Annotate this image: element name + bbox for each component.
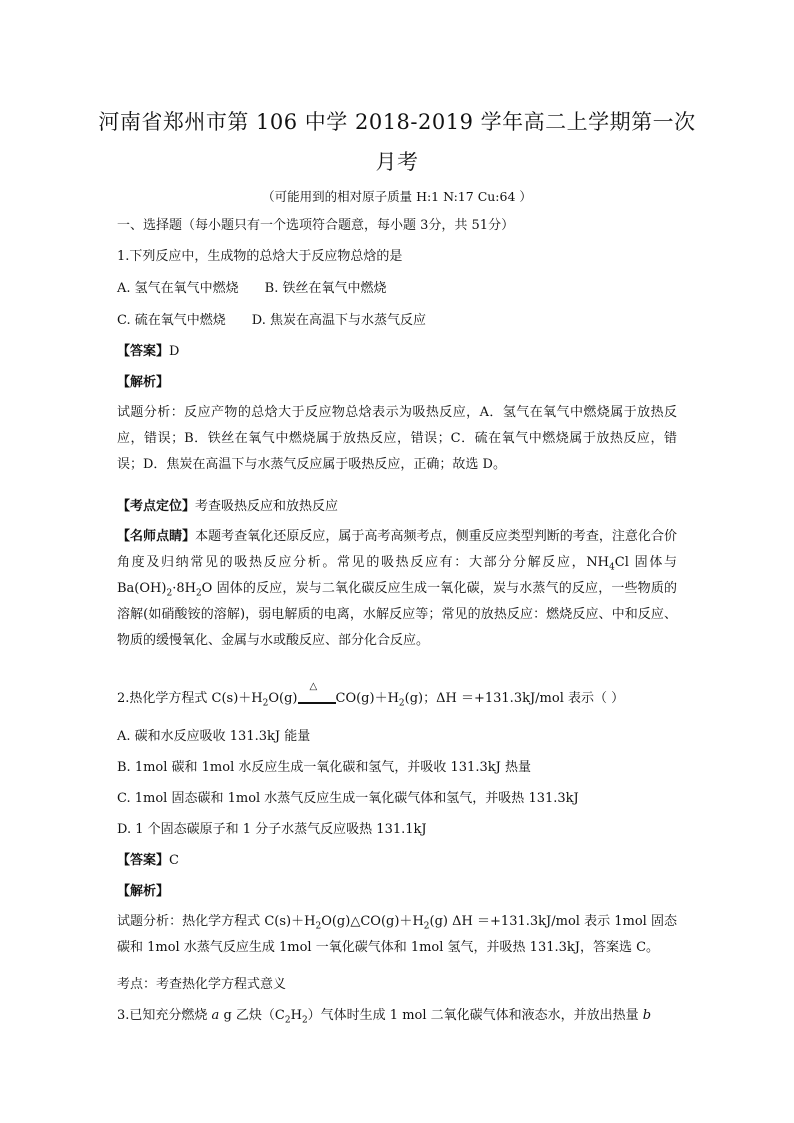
q1-answer-value: D (169, 344, 180, 359)
q2-analysis-delta: △ (350, 914, 361, 929)
q3-stem-a: 3.已知充分燃烧 (117, 1008, 212, 1023)
q1-analysis-label: 【解析】 (117, 375, 170, 390)
q2-analysis (117, 909, 677, 961)
q1-mingshi-sub2: 2 (166, 588, 173, 599)
q2-analysis-d: (g) ΔH ＝+131.3kJ/mol 表示 1mol 固态碳和 1mol 水蒸气反应生成 1mol 一氧化碳气体和 1mol 氢气，并吸热 131.3kJ，答案选 C。 (117, 914, 677, 955)
q1-analysis: 试题分析：反应产物的总焓大于反应物总焓表示为吸热反应，A．氢气在氧气中燃烧属于放热反应，错误；B．铁丝在氧气中燃烧属于放热反应，错误；C．硫在氧气中燃烧属于放热反应，错误；D．焦炭在高温下与水蒸气反应属于吸热反应，正确；故选 D。 (117, 405, 677, 472)
atomic-mass-note: （可能用到的相对原子质量 H:1 N:17 Cu:64 ） (262, 189, 532, 204)
q3-stem (117, 1006, 677, 1026)
q2-analysis-sub2: 2 (423, 921, 430, 932)
q3-sub1: 2 (284, 1015, 291, 1026)
q1-stem: 1.下列反应中，生成物的总焓大于反应物总焓的是 (117, 249, 403, 264)
q2-answer-label: 【答案】 (117, 853, 170, 868)
q1-mingshi-label: 【名师点睛】 (117, 529, 196, 544)
q2-analysis-b: O(g) (321, 914, 351, 929)
q2-stem-sub2: 2 (398, 698, 405, 709)
q1-answer-label: 【答案】 (117, 344, 170, 359)
q2-stem-d: (g)；ΔH ＝+131.3kJ/mol 表示（ ） (404, 691, 625, 706)
q1-option-b: B. 铁丝在氧气中燃烧 (264, 281, 387, 296)
q2-stem-b: O(g) (268, 691, 298, 706)
q3-sub2: 2 (301, 1015, 308, 1026)
q1-options-cd (117, 311, 677, 331)
q2-answer-value: C (169, 853, 179, 868)
q2-analysis-c: CO(g)＋H (360, 914, 424, 929)
q1-kaodian (117, 497, 677, 517)
q3-stem-b: g 乙炔（C (219, 1008, 285, 1023)
q1-kaodian-text: 考查吸热反应和放热反应 (195, 499, 339, 514)
q1-options-ab (117, 279, 677, 299)
q3-stem-d: ）气体时生成 1 mol 二氧化碳气体和液态水，并放出热量 (307, 1008, 643, 1023)
q1-mingshi-sub3: 2 (195, 588, 202, 599)
q2-option-c: C. 1mol 固态碳和 1mol 水蒸气反应生成一氧化碳气体和氢气，并吸热 131.3kJ (117, 791, 579, 806)
q2-option-b: B. 1mol 碳和 1mol 水反应生成一氧化碳和氢气，并吸收 131.3kJ 热量 (117, 760, 531, 775)
q2-kaodian: 考点：考查热化学方程式意义 (117, 977, 287, 992)
q2-option-d: D. 1 个固态碳原子和 1 分子水蒸气反应吸热 131.1kJ (117, 822, 427, 837)
q1-kaodian-label: 【考点定位】 (117, 499, 196, 514)
q3-var-a: a (211, 1008, 220, 1023)
q1-mingshi (117, 524, 677, 654)
document-title-line1: 河南省郑州市第 106 中学 2018-2019 学年高二上学期第一次 (98, 110, 696, 134)
q2-answer (117, 851, 677, 871)
q1-option-c: C. 硫在氧气中燃烧 (117, 313, 226, 328)
q2-option-a: A. 碳和水反应吸收 131.3kJ 能量 (117, 729, 311, 744)
q2-stem-c: CO(g)＋H (335, 691, 399, 706)
q2-reaction-arrow (298, 681, 336, 709)
q2-analysis-a: 试题分析：热化学方程式 C(s)＋H (117, 914, 316, 929)
q1-answer (117, 342, 677, 362)
q1-mingshi-text-c: ·8H (172, 581, 196, 596)
q3-stem-c: H (290, 1008, 302, 1023)
delta-symbol: △ (309, 681, 318, 692)
q2-stem-a: 2.热化学方程式 C(s)＋H (117, 691, 263, 706)
q2-analysis-label: 【解析】 (117, 884, 170, 899)
q1-mingshi-text-a: 本题考查氧化还原反应，属于高考高频考点，侧重反应类型判断的考查，注意化合价角度及归纳常见的吸热反应分析。常见的吸热反应有：大部分分解反应，NH (117, 529, 677, 570)
q2-stem (117, 681, 677, 709)
q1-option-a: A. 氢气在氧气中燃烧 (117, 281, 239, 296)
q2-stem-sub1: 2 (262, 698, 269, 709)
q1-mingshi-text-d: O 固体的反应，炭与二氧化碳反应生成一氧化碳，炭与水蒸气的反应，一些物质的溶解(如硝酸铵的溶解)，弱电解质的电离，水解反应等；常见的放热反应：燃烧反应、中和反应、物质的缓慢氧化、金属与水或酸反应、部分化合反应。 (117, 581, 677, 648)
q1-mingshi-text-b: Cl 固体与 Ba(OH) (117, 555, 677, 596)
q1-mingshi-sub1: 4 (609, 562, 615, 573)
section-heading: 一、选择题（每小题只有一个选项符合题意，每小题 3分，共 51分） (117, 218, 515, 233)
document-title-line2: 月考 (375, 150, 419, 174)
q3-var-b: b (642, 1008, 652, 1023)
q2-analysis-sub1: 2 (315, 921, 322, 932)
q1-option-d: D. 焦炭在高温下与水蒸气反应 (251, 313, 426, 328)
